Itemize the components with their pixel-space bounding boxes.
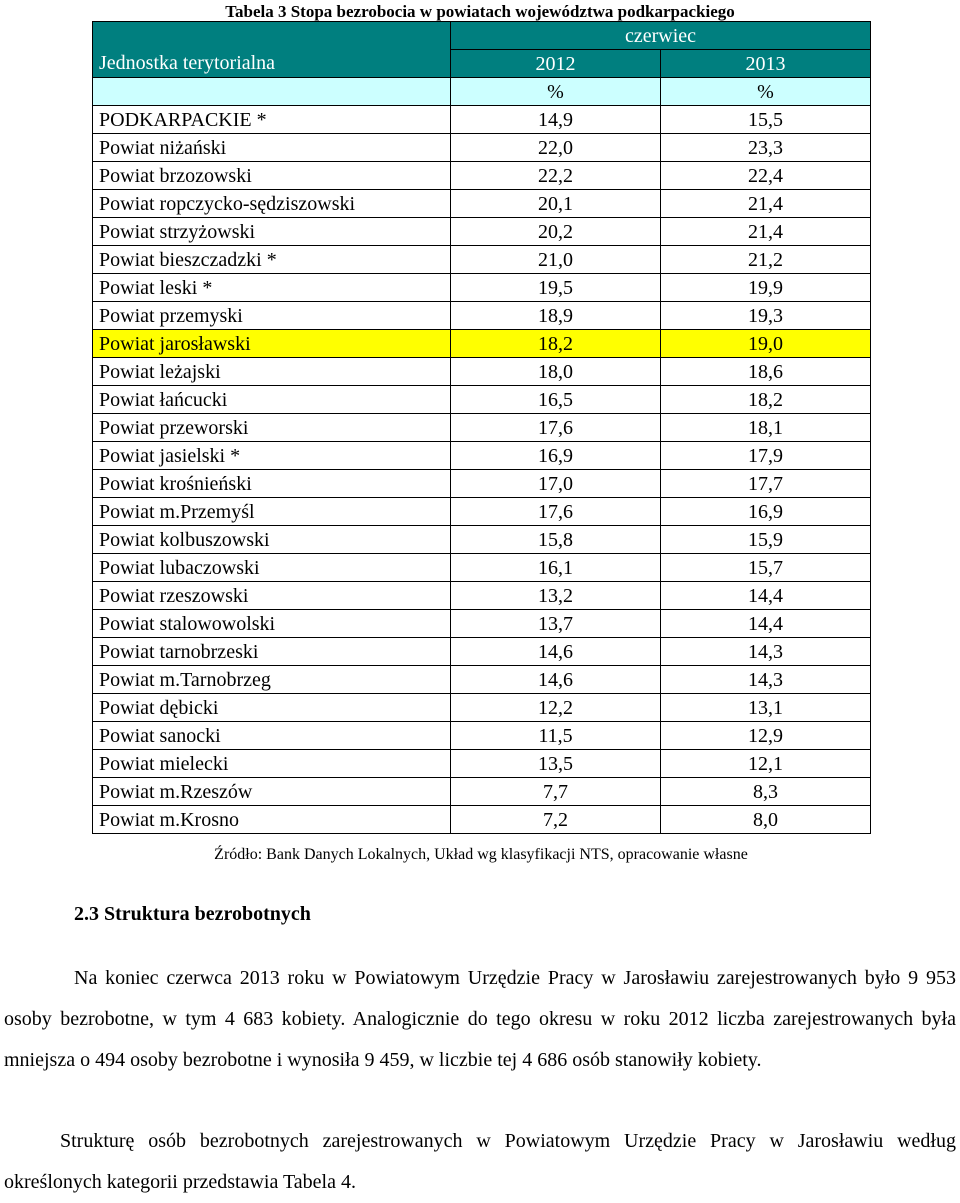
- row-name: Powiat niżański: [93, 134, 451, 162]
- unemployment-table: [92, 21, 871, 834]
- row-value-2013: 8,0: [661, 806, 871, 834]
- row-value-2012: 16,5: [451, 386, 661, 414]
- row-value-2013: 8,3: [661, 778, 871, 806]
- row-value-2012: 16,9: [451, 442, 661, 470]
- row-name: Powiat jarosławski: [93, 330, 451, 358]
- row-name: Powiat tarnobrzeski: [93, 638, 451, 666]
- row-name: Powiat m.Rzeszów: [93, 778, 451, 806]
- table-row: [93, 246, 871, 274]
- row-value-2013: 19,9: [661, 274, 871, 302]
- row-value-2012: 20,1: [451, 190, 661, 218]
- row-value-2012: 15,8: [451, 526, 661, 554]
- table-row: [93, 414, 871, 442]
- row-name: Powiat m.Przemyśl: [93, 498, 451, 526]
- row-value-2012: 16,1: [451, 554, 661, 582]
- row-value-2012: 7,7: [451, 778, 661, 806]
- table-row: [93, 386, 871, 414]
- table-row: [93, 638, 871, 666]
- header-row-units: [93, 78, 871, 106]
- row-name: PODKARPACKIE *: [93, 106, 451, 134]
- table-row: [93, 442, 871, 470]
- header-year-2013: 2013: [661, 50, 871, 78]
- row-value-2013: 14,4: [661, 610, 871, 638]
- row-value-2013: 14,3: [661, 638, 871, 666]
- row-value-2013: 21,4: [661, 190, 871, 218]
- row-value-2013: 15,5: [661, 106, 871, 134]
- table-row: [93, 134, 871, 162]
- table-caption: Tabela 3 Stopa bezrobocia w powiatach województwa podkarpackiego: [225, 2, 735, 21]
- row-value-2012: 17,0: [451, 470, 661, 498]
- row-value-2012: 13,5: [451, 750, 661, 778]
- row-value-2012: 13,2: [451, 582, 661, 610]
- row-value-2012: 17,6: [451, 414, 661, 442]
- row-value-2013: 23,3: [661, 134, 871, 162]
- table-row: [93, 582, 871, 610]
- row-value-2013: 14,4: [661, 582, 871, 610]
- row-value-2013: 21,2: [661, 246, 871, 274]
- table-row: [93, 274, 871, 302]
- row-value-2012: 21,0: [451, 246, 661, 274]
- row-name: Powiat jasielski *: [93, 442, 451, 470]
- row-name: Powiat rzeszowski: [93, 582, 451, 610]
- row-value-2013: 13,1: [661, 694, 871, 722]
- row-name: Powiat dębicki: [93, 694, 451, 722]
- row-name: Powiat przemyski: [93, 302, 451, 330]
- table-row: [93, 666, 871, 694]
- table-row: [93, 554, 871, 582]
- row-value-2013: 21,4: [661, 218, 871, 246]
- row-value-2013: 18,1: [661, 414, 871, 442]
- row-value-2013: 18,6: [661, 358, 871, 386]
- row-name: Powiat strzyżowski: [93, 218, 451, 246]
- header-year-2012: 2012: [451, 50, 661, 78]
- row-value-2013: 16,9: [661, 498, 871, 526]
- paragraph-1: Na koniec czerwca 2013 roku w Powiatowym Urzędzie Pracy w Jarosławiu zarejestrowanych było 9 953 osoby bezrobotne, w tym 4 683 kobiety. Analogicznie do tego okresu w roku 2012 liczba zarejestrowanych była mniejsza o 494 osoby bezrobotne i wynosiła 9 459, w liczbie tej 4 686 osób stanowiły kobiety.: [4, 967, 956, 1071]
- table-row: [93, 750, 871, 778]
- row-value-2012: 11,5: [451, 722, 661, 750]
- table-row: [93, 610, 871, 638]
- row-value-2012: 12,2: [451, 694, 661, 722]
- row-value-2012: 19,5: [451, 274, 661, 302]
- unit-2012: %: [451, 78, 661, 106]
- row-name: Powiat bieszczadzki *: [93, 246, 451, 274]
- header-row-years: [93, 50, 871, 78]
- row-value-2013: 17,7: [661, 470, 871, 498]
- row-value-2013: 19,0: [661, 330, 871, 358]
- row-name: Powiat leżajski: [93, 358, 451, 386]
- row-value-2012: 7,2: [451, 806, 661, 834]
- row-value-2012: 22,0: [451, 134, 661, 162]
- table-row: [93, 358, 871, 386]
- row-value-2013: 12,9: [661, 722, 871, 750]
- unit-empty-cell: [93, 78, 451, 106]
- table-row: [93, 190, 871, 218]
- row-value-2013: 17,9: [661, 442, 871, 470]
- row-name: Powiat brzozowski: [93, 162, 451, 190]
- row-value-2012: 14,6: [451, 638, 661, 666]
- row-name: Powiat ropczycko-sędziszowski: [93, 190, 451, 218]
- row-value-2013: 12,1: [661, 750, 871, 778]
- header-unit-label: Jednostka terytorialna: [93, 50, 451, 78]
- row-value-2012: 18,9: [451, 302, 661, 330]
- row-value-2012: 13,7: [451, 610, 661, 638]
- table-row: [93, 526, 871, 554]
- table-row: [93, 806, 871, 834]
- table-row: [93, 470, 871, 498]
- row-value-2013: 18,2: [661, 386, 871, 414]
- row-name: Powiat lubaczowski: [93, 554, 451, 582]
- paragraph-2: Strukturę osób bezrobotnych zarejestrowanych w Powiatowym Urzędzie Pracy w Jarosławiu według określonych kategorii przedstawia Tabela 4.: [4, 1130, 956, 1193]
- row-value-2013: 15,9: [661, 526, 871, 554]
- table-row: [93, 106, 871, 134]
- row-value-2013: 19,3: [661, 302, 871, 330]
- section-heading: 2.3 Struktura bezrobotnych: [74, 903, 311, 925]
- row-name: Powiat stalowowolski: [93, 610, 451, 638]
- row-name: Powiat przeworski: [93, 414, 451, 442]
- row-value-2013: 22,4: [661, 162, 871, 190]
- row-value-2012: 18,0: [451, 358, 661, 386]
- table-row: [93, 330, 871, 358]
- row-name: Powiat leski *: [93, 274, 451, 302]
- row-value-2012: 20,2: [451, 218, 661, 246]
- row-value-2013: 14,3: [661, 666, 871, 694]
- table-source-note: Źródło: Bank Danych Lokalnych, Układ wg klasyfikacji NTS, opracowanie własne: [214, 846, 748, 863]
- table-row: [93, 302, 871, 330]
- row-name: Powiat mielecki: [93, 750, 451, 778]
- table-row: [93, 722, 871, 750]
- row-name: Powiat łańcucki: [93, 386, 451, 414]
- table-row: [93, 778, 871, 806]
- header-month: czerwiec: [451, 22, 871, 50]
- row-value-2012: 18,2: [451, 330, 661, 358]
- row-name: Powiat krośnieński: [93, 470, 451, 498]
- row-name: Powiat m.Krosno: [93, 806, 451, 834]
- row-value-2012: 17,6: [451, 498, 661, 526]
- unit-2013: %: [661, 78, 871, 106]
- row-name: Powiat sanocki: [93, 722, 451, 750]
- table-row: [93, 694, 871, 722]
- row-name: Powiat m.Tarnobrzeg: [93, 666, 451, 694]
- header-empty-cell: [93, 22, 451, 50]
- row-value-2012: 22,2: [451, 162, 661, 190]
- row-value-2013: 15,7: [661, 554, 871, 582]
- table-row: [93, 162, 871, 190]
- row-name: Powiat kolbuszowski: [93, 526, 451, 554]
- table-row: [93, 498, 871, 526]
- row-value-2012: 14,6: [451, 666, 661, 694]
- header-row-month: [93, 22, 871, 50]
- row-value-2012: 14,9: [451, 106, 661, 134]
- table-row: [93, 218, 871, 246]
